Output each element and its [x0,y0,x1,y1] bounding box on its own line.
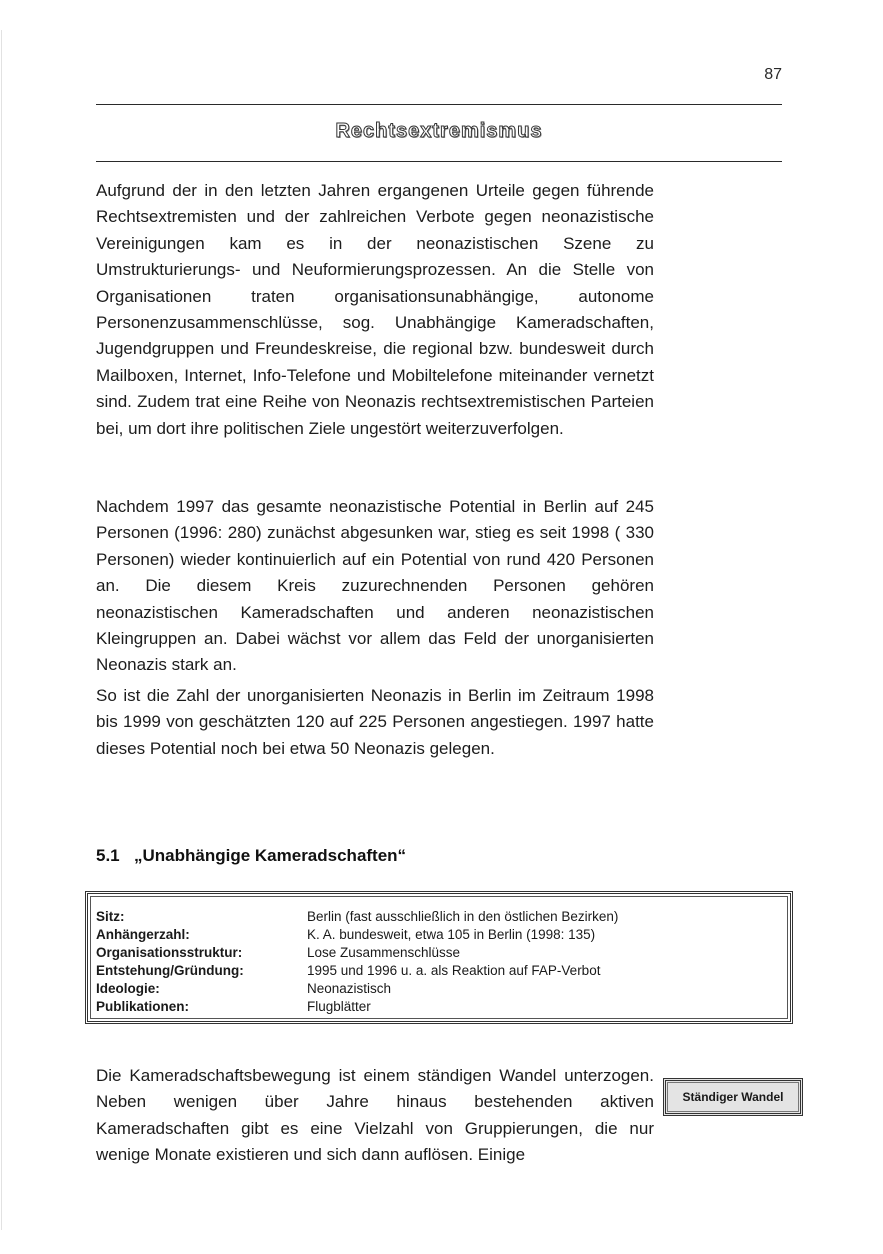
section-number: 5.1 [96,846,120,865]
info-value: Flugblätter [307,999,371,1014]
info-label: Publikationen: [96,999,190,1014]
body-paragraph-3: So ist die Zahl der unorganisierten Neonazis in Berlin im Zeitraum 1998 bis 1999 von geschätzten 120 auf 225 Personen angestiegen. 1997 hatte dieses Potential noch bei etwa 50 Neonazis gelegen. [96,686,654,758]
info-box [85,891,793,1024]
info-value: Neonazistisch [307,981,392,996]
info-value: Berlin (fast ausschließlich in den östlichen Bezirken) [307,909,619,924]
info-label: Ideologie: [96,981,160,996]
body-paragraph-1: Aufgrund der in den letzten Jahren ergangenen Urteile gegen führende Rechtsextremisten und der zahlreichen Verbote gegen neonazistische Vereinigungen kam es in der neonazistischen Szene zu Umstrukturierungs- und Neuformierungsprozessen. An die Stelle von Organisationen traten organisationsunabhängige, autonome Personenzusammenschlüsse, sog. Unabhängige Kameradschaften, Jugendgruppen und Freundeskreise, die regional bzw. bundesweit durch Mailboxen, Internet, Info-Telefone und Mobiltelefone miteinander vernetzt sind. Zudem trat eine Reihe von Neonazis rechtsextremistischen Parteien bei, um dort ihre politischen Ziele ungestört weiterzuverfolgen. [96,181,654,438]
chapter-title: Rechtsextremismus [335,120,543,142]
section-heading [96,846,406,866]
header-rule-top [96,104,782,105]
section-title: „Unabhängige Kameradschaften“ [134,846,407,865]
margin-note: Ständiger Wandel [663,1078,803,1116]
info-label: Organisationsstruktur: [96,945,243,960]
body-paragraph-2: Nachdem 1997 das gesamte neonazistische Potential in Berlin auf 245 Personen (1996: 280) zunächst abgesunken war, stieg es seit 1998 ( 330 Personen) wieder kontinuierlich auf ein Potential von rund 420 Personen an. Die diesem Kreis zuzurechnenden Personen gehören neonazistischen Kameradschaften und anderen neonazistischen Kleingruppen an. Dabei wächst vor allem das Feld der unorganisierten Neonazis stark an. [96,497,654,675]
info-label: Sitz: [96,909,125,924]
body-paragraph-4: Die Kameradschaftsbewegung ist einem ständigen Wandel unterzogen. Neben wenigen über Jahre hinaus bestehenden aktiven Kameradschaften gibt es eine Vielzahl von Gruppierungen, die nur wenige Monate existieren und sich dann auflösen. Einige [96,1066,654,1165]
scan-edge-line [1,30,2,1230]
info-value: 1995 und 1996 u. a. als Reaktion auf FAP-Verbot [307,963,601,978]
page-number: 87 [764,66,782,83]
info-value: Lose Zusammenschlüsse [307,945,461,960]
info-value: K. A. bundesweit, etwa 105 in Berlin (1998: 135) [307,927,596,942]
header-rule-bottom [96,161,782,162]
info-label: Anhängerzahl: [96,927,190,942]
info-label: Entstehung/Gründung: [96,963,244,978]
